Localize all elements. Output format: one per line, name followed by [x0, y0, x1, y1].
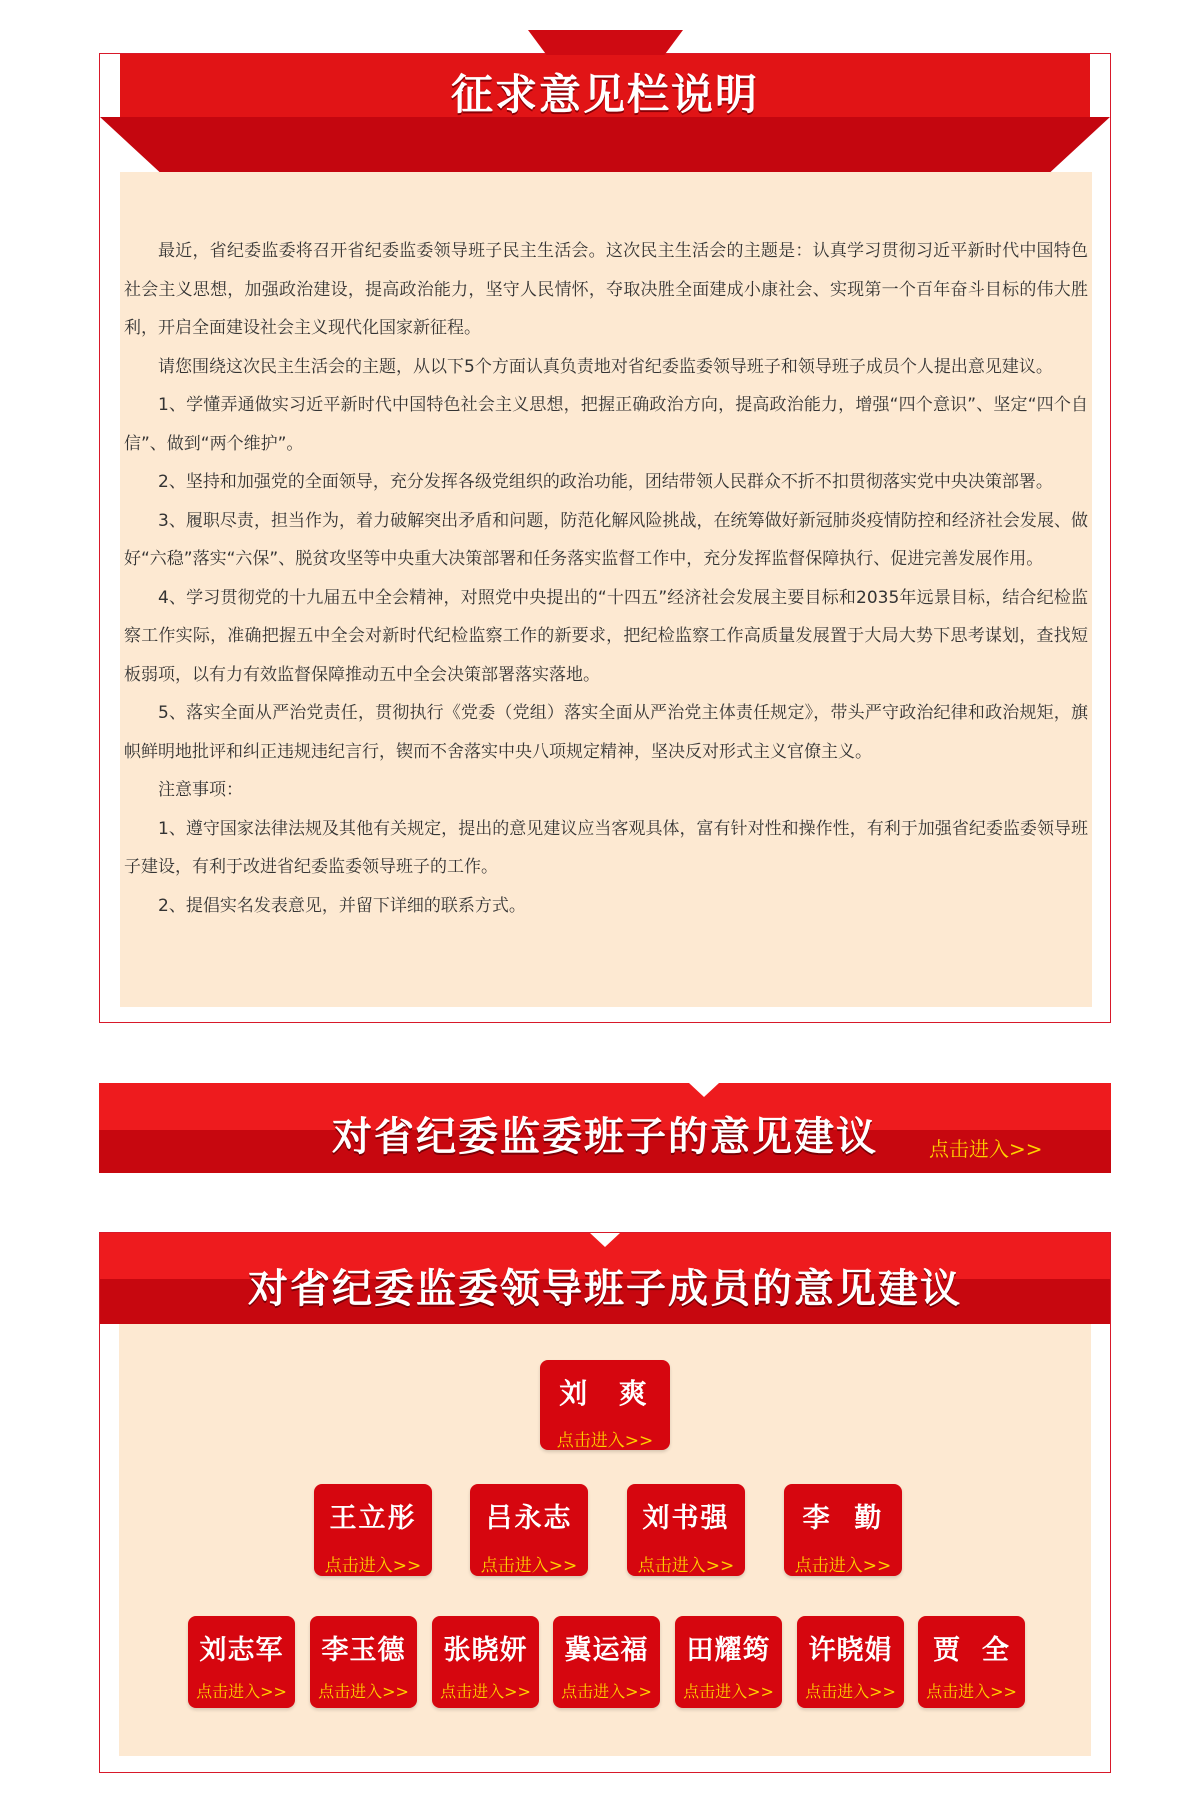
- member-link[interactable]: 点击进入>>: [324, 1556, 422, 1576]
- member-name: 冀运福: [564, 1635, 649, 1666]
- member-link[interactable]: 点击进入>>: [794, 1556, 892, 1576]
- explanation-body: [120, 172, 1092, 1007]
- explanation-panel: [99, 53, 1111, 1023]
- member-link[interactable]: 点击进入>>: [805, 1682, 896, 1701]
- group-suggestion-link[interactable]: 点击进入>>: [929, 1137, 1043, 1161]
- member-link[interactable]: 点击进入>>: [556, 1431, 654, 1451]
- group-suggestion-title[interactable]: 对省纪委监委班子的意见建议: [332, 1114, 878, 1160]
- paragraph: 3、履职尽责，担当作为，着力破解突出矛盾和问题，防范化解风险挑战，在统筹做好新冠肺炎疫情防控和经济社会发展、做好“六稳”落实“六保”、脱贫攻坚等中央重大决策部署和任务落实监督工作中，充分发挥监督保障执行、促进完善发展作用。: [124, 510, 1088, 569]
- explanation-banner-bottom: [100, 117, 1110, 173]
- member-name: 许晓娟: [808, 1635, 893, 1666]
- member-card[interactable]: [627, 1484, 745, 1576]
- member-link[interactable]: 点击进入>>: [480, 1556, 578, 1576]
- member-card[interactable]: [784, 1484, 902, 1576]
- paragraph: 最近，省纪委监委将召开省纪委监委领导班子民主生活会。这次民主生活会的主题是：认真学习贯彻习近平新时代中国特色社会主义思想，加强政治建设，提高政治能力，坚守人民情怀，夺取决胜全面建成小康社会、实现第一个百年奋斗目标的伟大胜利，开启全面建设社会主义现代化国家新征程。: [124, 241, 1088, 338]
- member-name: 张晓妍: [443, 1635, 528, 1666]
- member-card[interactable]: [553, 1616, 660, 1708]
- member-card[interactable]: [314, 1484, 432, 1576]
- member-card[interactable]: [540, 1360, 670, 1450]
- member-card[interactable]: [470, 1484, 588, 1576]
- member-name: 刘 爽: [559, 1377, 651, 1410]
- member-link[interactable]: 点击进入>>: [440, 1682, 531, 1701]
- member-link[interactable]: 点击进入>>: [561, 1682, 652, 1701]
- member-name: 李玉德: [321, 1635, 406, 1666]
- member-link[interactable]: 点击进入>>: [318, 1682, 409, 1701]
- member-name: 刘书强: [642, 1503, 730, 1534]
- member-card[interactable]: [432, 1616, 539, 1708]
- explanation-title: 征求意见栏说明: [450, 70, 759, 119]
- member-name: 王立彤: [329, 1503, 417, 1534]
- member-name: 吕永志: [485, 1503, 573, 1534]
- member-card[interactable]: [310, 1616, 417, 1708]
- paragraph: 2、提倡实名发表意见，并留下详细的联系方式。: [158, 895, 526, 916]
- paragraph: 1、遵守国家法律法规及其他有关规定，提出的意见建议应当客观具体，富有针对性和操作性，有利于加强省纪委监委领导班子建设，有利于改进省纪委监委领导班子的工作。: [124, 818, 1088, 877]
- member-name: 贾 全: [933, 1635, 1010, 1666]
- member-card[interactable]: [675, 1616, 782, 1708]
- member-link[interactable]: 点击进入>>: [683, 1682, 774, 1701]
- paragraph: 5、落实全面从严治党责任，贯彻执行《党委（党组）落实全面从严治党主体责任规定》，带头严守政治纪律和政治规矩，旗帜鲜明地批评和纠正违规违纪言行，锲而不舍落实中央八项规定精神，坚决反对形式主义官僚主义。: [124, 703, 1088, 762]
- member-name: 田耀筠: [686, 1635, 771, 1666]
- member-link[interactable]: 点击进入>>: [637, 1556, 735, 1576]
- members-panel: [99, 1232, 1111, 1773]
- notes-heading: 注意事项：: [158, 780, 243, 800]
- members-body: [119, 1324, 1091, 1756]
- paragraph: 2、坚持和加强党的全面领导，充分发挥各级党组织的政治功能，团结带领人民群众不折不扣贯彻落实党中央决策部署。: [158, 472, 1053, 492]
- members-title: 对省纪委监委领导班子成员的意见建议: [248, 1266, 962, 1312]
- member-card[interactable]: [918, 1616, 1025, 1708]
- paragraph: 4、学习贯彻党的十九届五中全会精神，对照党中央提出的“十四五”经济社会发展主要目标和2035年远景目标，结合纪检监察工作实际，准确把握五中全会对新时代纪检监察工作的新要求，把纪检监察工作高质量发展置于大局大势下思考谋划，查找短板弱项，以有力有效监督保障推动五中全会决策部署落实落地。: [124, 587, 1088, 685]
- member-link[interactable]: 点击进入>>: [196, 1682, 287, 1701]
- member-card[interactable]: [797, 1616, 904, 1708]
- paragraph: 1、学懂弄通做实习近平新时代中国特色社会主义思想，把握正确政治方向，提高政治能力，增强“四个意识”、坚定“四个自信”、做到“两个维护”。: [124, 395, 1088, 454]
- member-link[interactable]: 点击进入>>: [926, 1682, 1017, 1701]
- paragraph: 请您围绕这次民主生活会的主题，从以下5个方面认真负责地对省纪委监委领导班子和领导班子成员个人提出意见建议。: [158, 356, 1053, 377]
- member-name: 刘志军: [199, 1635, 284, 1666]
- explanation-banner-notch: [528, 30, 683, 55]
- group-suggestion-banner[interactable]: [99, 1083, 1111, 1173]
- member-name: 李 勤: [802, 1503, 884, 1534]
- member-card[interactable]: [188, 1616, 295, 1708]
